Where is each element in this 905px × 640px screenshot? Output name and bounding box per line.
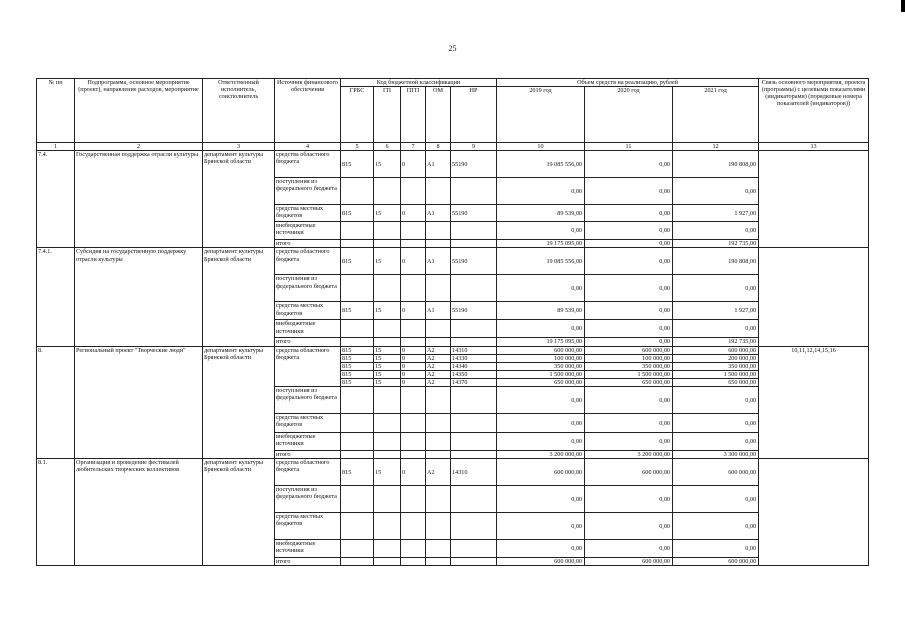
col-number: 13 — [759, 143, 869, 151]
total-2020: 0,00 — [585, 338, 673, 346]
value-2020: 600 000,00 — [585, 346, 673, 354]
value-2019: 350 000,00 — [497, 362, 585, 370]
row-number: 8.1. — [37, 459, 75, 566]
value-2020: 0,00 — [585, 540, 673, 558]
value-2020: 0,00 — [585, 205, 673, 222]
source-label: итого — [275, 240, 341, 248]
code-nr: 14310 — [451, 459, 497, 486]
header-name: Подпрограмма, основное мероприятие (проект), направление расходов, мероприятие — [75, 79, 203, 143]
header-pgp: ПГП — [401, 87, 426, 143]
code-gp: 15 — [374, 370, 401, 378]
code-gp: 15 — [374, 151, 401, 178]
row-link — [759, 459, 869, 566]
source-label: средства местных бюджетов — [275, 205, 341, 222]
value-2019: 89 539,00 — [497, 205, 585, 222]
row-number: 7.4.1. — [37, 248, 75, 346]
source-label: средства областного бюджета — [275, 346, 341, 387]
col-number: 6 — [374, 143, 401, 151]
value-2021: 0,00 — [673, 387, 759, 414]
value-2020: 0,00 — [585, 387, 673, 414]
value-2020: 0,00 — [585, 151, 673, 178]
value-2019: 100 000,00 — [497, 354, 585, 362]
code-nr: 14330 — [451, 354, 497, 362]
value-2020: 0,00 — [585, 275, 673, 302]
code-om: А2 — [426, 379, 451, 387]
row-executor: департамент культуры Брянской области — [203, 151, 275, 248]
value-2019: 0,00 — [497, 486, 585, 513]
value-2019: 19 085 556,00 — [497, 151, 585, 178]
value-2021: 190 808,00 — [673, 151, 759, 178]
header-2021: 2021 год — [673, 87, 759, 143]
source-label: внебюджетные источники — [275, 540, 341, 558]
value-2019: 89 539,00 — [497, 302, 585, 320]
value-2020: 0,00 — [585, 248, 673, 275]
value-2021: 350 000,00 — [673, 362, 759, 370]
code-gp: 15 — [374, 302, 401, 320]
col-number: 2 — [75, 143, 203, 151]
col-number: 5 — [341, 143, 374, 151]
value-2021: 0,00 — [673, 320, 759, 338]
code-nr: 14340 — [451, 362, 497, 370]
col-number: 3 — [203, 143, 275, 151]
code-gp: 15 — [374, 362, 401, 370]
code-nr: 55190 — [451, 151, 497, 178]
code-gp: 15 — [374, 379, 401, 387]
code-om: А2 — [426, 459, 451, 486]
column-number-row — [37, 143, 869, 151]
col-number: 8 — [426, 143, 451, 151]
header-executor: Ответственный исполнитель, соисполнитель — [203, 79, 275, 143]
value-2021: 0,00 — [673, 414, 759, 433]
value-2021: 0,00 — [673, 275, 759, 302]
col-number: 7 — [401, 143, 426, 151]
value-2021: 650 000,00 — [673, 379, 759, 387]
value-2019: 19 085 556,00 — [497, 248, 585, 275]
total-2021: 3 300 000,00 — [673, 451, 759, 459]
code-pgp: 0 — [401, 205, 426, 222]
row-executor: департамент культуры Брянской области — [203, 248, 275, 346]
row-name: Организация и проведение фестивалей любительских творческих коллективов — [75, 459, 203, 566]
table-row — [37, 346, 869, 354]
code-nr: 14350 — [451, 370, 497, 378]
code-pgp: 0 — [401, 354, 426, 362]
col-number: 1 — [37, 143, 75, 151]
source-label: средства областного бюджета — [275, 151, 341, 178]
table-row — [37, 151, 869, 178]
value-2019: 0,00 — [497, 433, 585, 451]
value-2019: 1 500 000,00 — [497, 370, 585, 378]
value-2020: 350 000,00 — [585, 362, 673, 370]
value-2020: 0,00 — [585, 486, 673, 513]
code-grbs: 815 — [341, 151, 374, 178]
header-2019: 2019 год — [497, 87, 585, 143]
value-2021: 200 000,00 — [673, 354, 759, 362]
code-pgp: 0 — [401, 379, 426, 387]
code-nr: 14370 — [451, 379, 497, 387]
header-2020: 2020 год — [585, 87, 673, 143]
code-nr: 55190 — [451, 248, 497, 275]
value-2019: 0,00 — [497, 387, 585, 414]
col-number: 4 — [275, 143, 341, 151]
row-number: 7.4. — [37, 151, 75, 248]
header-nr: НР — [451, 87, 497, 143]
source-label: поступления из федерального бюджета — [275, 486, 341, 513]
col-number: 9 — [451, 143, 497, 151]
row-number: 8. — [37, 346, 75, 459]
row-name: Региональный проект "Творческие люди" — [75, 346, 203, 459]
code-om: А1 — [426, 302, 451, 320]
code-grbs: 815 — [341, 248, 374, 275]
value-2019: 0,00 — [497, 540, 585, 558]
header-row-1 — [37, 79, 869, 87]
source-label: поступления из федерального бюджета — [275, 178, 341, 205]
total-2019: 19 175 095,00 — [497, 240, 585, 248]
value-2021: 1 500 000,00 — [673, 370, 759, 378]
header-link: Связь основного мероприятия, проекта (программы) с целевыми показателями (индикаторами) (порядковые номера показателей (индикаторов)) — [759, 79, 869, 143]
header-gp: ГП — [374, 87, 401, 143]
source-label: средства областного бюджета — [275, 248, 341, 275]
source-label: итого — [275, 338, 341, 346]
code-nr: 55190 — [451, 302, 497, 320]
value-2020: 0,00 — [585, 320, 673, 338]
code-grbs: 815 — [341, 379, 374, 387]
code-gp: 15 — [374, 354, 401, 362]
value-2020: 100 000,00 — [585, 354, 673, 362]
header-om: ОМ — [426, 87, 451, 143]
row-executor: департамент культуры Брянской области — [203, 459, 275, 566]
total-2021: 192 735,00 — [673, 338, 759, 346]
value-2019: 0,00 — [497, 178, 585, 205]
code-gp: 15 — [374, 248, 401, 275]
value-2021: 600 000,00 — [673, 346, 759, 354]
code-grbs: 815 — [341, 346, 374, 354]
source-label: средства местных бюджетов — [275, 513, 341, 540]
value-2019: 0,00 — [497, 513, 585, 540]
value-2020: 0,00 — [585, 414, 673, 433]
value-2020: 0,00 — [585, 513, 673, 540]
page-edge-mark — [901, 0, 905, 12]
value-2019: 600 000,00 — [497, 459, 585, 486]
code-om: А1 — [426, 205, 451, 222]
total-2021: 600 000,00 — [673, 558, 759, 566]
value-2020: 0,00 — [585, 222, 673, 240]
code-pgp: 0 — [401, 362, 426, 370]
code-pgp: 0 — [401, 248, 426, 275]
source-label: внебюджетные источники — [275, 222, 341, 240]
code-om: А1 — [426, 151, 451, 178]
code-gp: 15 — [374, 205, 401, 222]
total-2019: 3 200 000,00 — [497, 451, 585, 459]
row-name: Государственная поддержка отрасли культуры — [75, 151, 203, 248]
table-row — [37, 459, 869, 486]
value-2021: 0,00 — [673, 540, 759, 558]
header-grbs: ГРБС — [341, 87, 374, 143]
source-label: средства местных бюджетов — [275, 302, 341, 320]
value-2020: 600 000,00 — [585, 459, 673, 486]
code-gp: 15 — [374, 459, 401, 486]
header-volume: Объем средств на реализацию, рублей — [497, 79, 759, 87]
value-2021: 190 808,00 — [673, 248, 759, 275]
code-nr: 14310 — [451, 346, 497, 354]
row-executor: департамент культуры Брянской области — [203, 346, 275, 459]
value-2019: 0,00 — [497, 275, 585, 302]
source-label: внебюджетные источники — [275, 433, 341, 451]
value-2021: 0,00 — [673, 486, 759, 513]
header-budget-code: Код бюджетной классификации — [341, 79, 497, 87]
code-grbs: 815 — [341, 205, 374, 222]
value-2019: 0,00 — [497, 414, 585, 433]
row-name: Субсидия на государственную поддержку отрасли культуры — [75, 248, 203, 346]
code-grbs: 815 — [341, 370, 374, 378]
row-link: 10,11,12,14,15,16 — [759, 346, 869, 459]
value-2020: 0,00 — [585, 302, 673, 320]
value-2019: 650 000,00 — [497, 379, 585, 387]
value-2021: 0,00 — [673, 513, 759, 540]
total-2020: 0,00 — [585, 240, 673, 248]
total-2020: 600 000,00 — [585, 558, 673, 566]
col-number: 12 — [673, 143, 759, 151]
value-2021: 0,00 — [673, 433, 759, 451]
value-2020: 0,00 — [585, 433, 673, 451]
source-label: средства областного бюджета — [275, 459, 341, 486]
code-pgp: 0 — [401, 346, 426, 354]
code-pgp: 0 — [401, 370, 426, 378]
source-label: поступления из федерального бюджета — [275, 387, 341, 414]
source-label: итого — [275, 451, 341, 459]
code-om: А2 — [426, 354, 451, 362]
header-num: № пп — [37, 79, 75, 143]
col-number: 11 — [585, 143, 673, 151]
code-gp: 15 — [374, 346, 401, 354]
code-pgp: 0 — [401, 459, 426, 486]
code-nr: 55190 — [451, 205, 497, 222]
header-source: Источник финансового обеспечения — [275, 79, 341, 143]
value-2020: 1 500 000,00 — [585, 370, 673, 378]
code-om: А2 — [426, 362, 451, 370]
source-label: итого — [275, 558, 341, 566]
value-2021: 1 927,00 — [673, 302, 759, 320]
code-grbs: 815 — [341, 362, 374, 370]
value-2019: 600 000,00 — [497, 346, 585, 354]
total-2019: 600 000,00 — [497, 558, 585, 566]
code-om: А2 — [426, 370, 451, 378]
table-row — [37, 248, 869, 275]
code-om: А2 — [426, 346, 451, 354]
value-2021: 0,00 — [673, 222, 759, 240]
total-2020: 3 200 000,00 — [585, 451, 673, 459]
page-number: 25 — [448, 44, 457, 53]
code-pgp: 0 — [401, 151, 426, 178]
value-2019: 0,00 — [497, 222, 585, 240]
col-number: 10 — [497, 143, 585, 151]
value-2021: 1 927,00 — [673, 205, 759, 222]
budget-table — [36, 78, 869, 566]
code-grbs: 815 — [341, 302, 374, 320]
code-grbs: 815 — [341, 354, 374, 362]
source-label: внебюджетные источники — [275, 320, 341, 338]
total-2021: 192 735,00 — [673, 240, 759, 248]
value-2020: 650 000,00 — [585, 379, 673, 387]
value-2019: 0,00 — [497, 320, 585, 338]
code-grbs: 815 — [341, 459, 374, 486]
value-2021: 600 000,00 — [673, 459, 759, 486]
code-pgp: 0 — [401, 302, 426, 320]
code-om: А1 — [426, 248, 451, 275]
row-link — [759, 151, 869, 248]
source-label: средства местных бюджетов — [275, 414, 341, 433]
row-link — [759, 248, 869, 346]
value-2020: 0,00 — [585, 178, 673, 205]
source-label: поступления из федерального бюджета — [275, 275, 341, 302]
value-2021: 0,00 — [673, 178, 759, 205]
total-2019: 19 175 095,00 — [497, 338, 585, 346]
